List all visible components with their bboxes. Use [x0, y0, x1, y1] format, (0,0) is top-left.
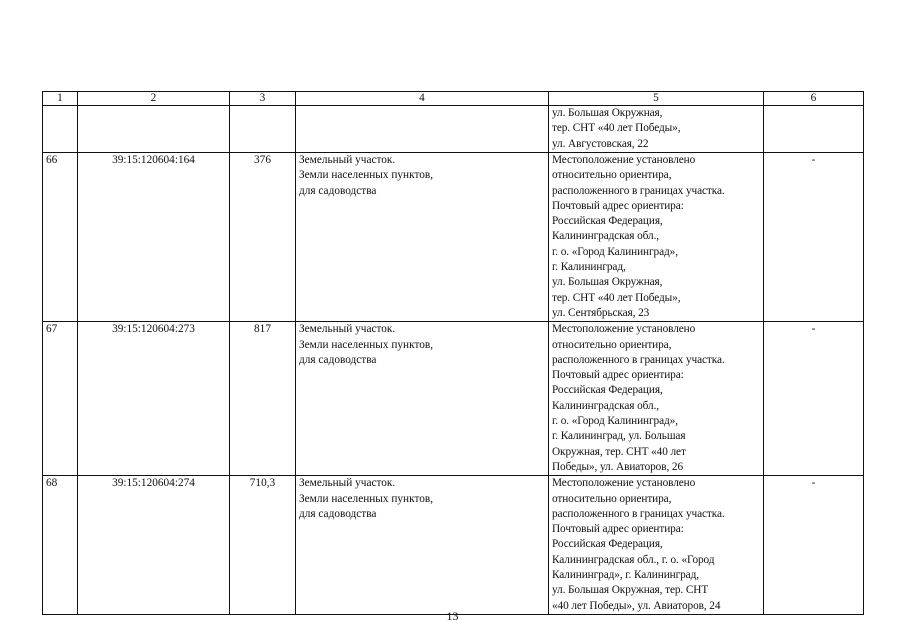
- address-line: Победы», ул. Авиаторов, 26: [552, 460, 684, 473]
- category-cell: [296, 476, 549, 615]
- column-header: 3: [230, 92, 296, 106]
- note-cell: -: [764, 322, 864, 476]
- empty-cell: [78, 106, 230, 153]
- page-number: 13: [446, 609, 459, 623]
- address-line: Почтовый адрес ориентира:: [552, 369, 684, 382]
- address-line: Российская Федерация,: [552, 538, 663, 551]
- category-line: для садоводства: [299, 507, 377, 520]
- address-line: Местоположение установлено: [552, 477, 696, 490]
- category-line: Земли населенных пунктов,: [299, 492, 434, 505]
- address-line: Местоположение установлено: [552, 323, 696, 336]
- address-line: ул. Большая Окружная,: [552, 276, 663, 289]
- address-line: Российская Федерация,: [552, 215, 663, 228]
- address-line: Окружная, тер. СНТ «40 лет: [552, 445, 686, 458]
- column-number-row: [43, 92, 864, 106]
- row-number: 66: [43, 153, 78, 322]
- column-header: 6: [764, 92, 864, 106]
- address-line: расположенного в границах участка.: [552, 184, 725, 197]
- address-line: тер. СНТ «40 лет Победы»,: [552, 291, 681, 304]
- address-line: Местоположение установлено: [552, 154, 696, 166]
- empty-cell: [230, 106, 296, 153]
- area-value: 817: [230, 322, 296, 476]
- category-line: для садоводства: [299, 353, 377, 366]
- address-cell: [549, 322, 764, 476]
- column-header: 2: [78, 92, 230, 106]
- table-row: [43, 153, 864, 322]
- address-line: Почтовый адрес ориентира:: [552, 199, 684, 212]
- continuation-row: [43, 106, 864, 153]
- address-line: г. Калининград, ул. Большая: [552, 430, 686, 443]
- address-cell: [549, 476, 764, 615]
- address-line: относительно ориентира,: [552, 338, 672, 351]
- registry-table: [42, 91, 864, 615]
- category-line: Земельный участок.: [299, 477, 396, 490]
- address-line: Калининградская обл.,: [552, 230, 660, 243]
- category-line: для садоводства: [299, 184, 377, 197]
- address-line: Калининградская обл., г. о. «Город: [552, 553, 715, 566]
- category-line: Земельный участок.: [299, 323, 396, 336]
- area-value: 710,3: [230, 476, 296, 615]
- cadastral-number: 39:15:120604:164: [78, 153, 230, 322]
- category-cell: [296, 322, 549, 476]
- empty-cell: [764, 106, 864, 153]
- address-line: Калининград», г. Калининград,: [552, 569, 699, 582]
- table-row: [43, 476, 864, 615]
- row-number: 67: [43, 322, 78, 476]
- category-cell: [296, 153, 549, 322]
- address-line: «40 лет Победы», ул. Авиаторов, 24: [552, 599, 721, 612]
- address-line: расположенного в границах участка.: [552, 507, 725, 520]
- address-line: ул. Большая Окружная,: [552, 107, 663, 119]
- address-cell: [549, 106, 764, 153]
- category-line: Земли населенных пунктов,: [299, 169, 434, 182]
- table-row: [43, 322, 864, 476]
- empty-cell: [43, 106, 78, 153]
- address-cell: [549, 153, 764, 322]
- note-cell: -: [764, 153, 864, 322]
- address-line: ул. Сентябрьская, 23: [552, 306, 650, 319]
- row-number: 68: [43, 476, 78, 615]
- empty-cell: [296, 106, 549, 153]
- category-line: Земельный участок.: [299, 154, 396, 166]
- address-line: г. о. «Город Калининград»,: [552, 245, 678, 258]
- address-line: ул. Большая Окружная, тер. СНТ: [552, 584, 709, 597]
- address-line: относительно ориентира,: [552, 492, 672, 505]
- address-line: расположенного в границах участка.: [552, 353, 725, 366]
- address-line: ул. Августовская, 22: [552, 137, 649, 150]
- column-header: 5: [549, 92, 764, 106]
- address-line: г. о. «Город Калининград»,: [552, 415, 678, 428]
- address-line: Российская Федерация,: [552, 384, 663, 397]
- category-line: Земли населенных пунктов,: [299, 338, 434, 351]
- address-line: Почтовый адрес ориентира:: [552, 523, 684, 536]
- cadastral-number: 39:15:120604:274: [78, 476, 230, 615]
- address-line: Калининградская обл.,: [552, 399, 660, 412]
- address-line: г. Калининград,: [552, 261, 626, 274]
- address-line: тер. СНТ «40 лет Победы»,: [552, 122, 681, 135]
- address-line: относительно ориентира,: [552, 169, 672, 182]
- column-header: 4: [296, 92, 549, 106]
- cadastral-number: 39:15:120604:273: [78, 322, 230, 476]
- column-header: 1: [43, 92, 78, 106]
- area-value: 376: [230, 153, 296, 322]
- note-cell: -: [764, 476, 864, 615]
